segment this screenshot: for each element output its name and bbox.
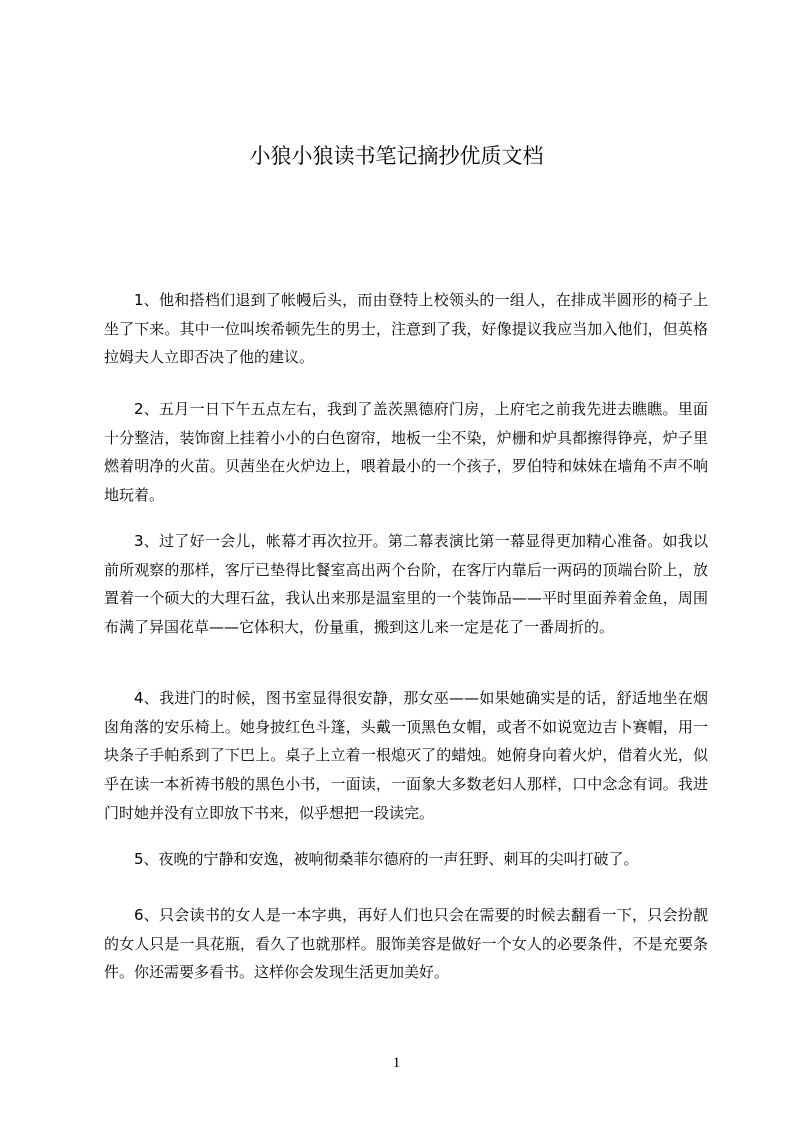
- paragraph-2: 2、五月一日下午五点左右，我到了盖茨黑德府门房，上府宅之前我先进去瞧瞧。里面十分整洁，装饰窗上挂着小小的白色窗帘，地板一尘不染，炉栅和炉具都擦得铮亮，炉子里燃着明净的火苗。贝茜坐在火炉边上，喂着最小的一个孩子，罗伯特和妹妹在墙角不声不响地玩着。: [104, 400, 708, 505]
- paragraph-4: 4、我进门的时候，图书室显得很安静，那女巫——如果她确实是的话，舒适地坐在烟囱角落的安乐椅上。她身披红色斗篷，头戴一顶黑色女帽，或者不如说宽边吉卜赛帽，用一块条子手帕系到了下巴上。桌子上立着一根熄灭了的蜡烛。她俯身向着火炉，借着火光，似乎在读一本祈祷书般的黑色小书，一面读，一面象大多数老妇人那样，口中念念有词。我进门时她并没有立即放下书来，似乎想把一段读完。: [104, 689, 708, 822]
- paragraph-6: 6、只会读书的女人是一本字典，再好人们也只会在需要的时候去翻看一下，只会扮靓的女人只是一具花瓶，看久了也就那样。服饰美容是做好一个女人的必要条件，不是充要条件。你还需要多看书。这样你会发现生活更加美好。: [104, 906, 708, 982]
- paragraph-3: 3、过了好一会儿，帐幕才再次拉开。第二幕表演比第一幕显得更加精心准备。如我以前所观察的那样，客厅已垫得比餐室高出两个台阶，在客厅内靠后一两码的顶端台阶上，放置着一个硕大的大理石盆，我认出来那是温室里的一个装饰品——平时里面养着金鱼，周围布满了异国花草——它体积大，份量重，搬到这儿来一定是花了一番周折的。: [104, 532, 708, 637]
- page-number: 1: [392, 1055, 401, 1071]
- paragraph-5: 5、夜晚的宁静和安逸，被响彻桑菲尔德府的一声狂野、刺耳的尖叫打破了。: [134, 850, 639, 868]
- document-title: 小狼小狼读书笔记摘抄优质文档: [249, 144, 544, 168]
- paragraph-1: 1、他和搭档们退到了帐幔后头，而由登特上校领头的一组人，在排成半圆形的椅子上坐了下来。其中一位叫埃希顿先生的男士，注意到了我，好像提议我应当加入他们，但英格拉姆夫人立即否决了他的建议。: [104, 291, 708, 367]
